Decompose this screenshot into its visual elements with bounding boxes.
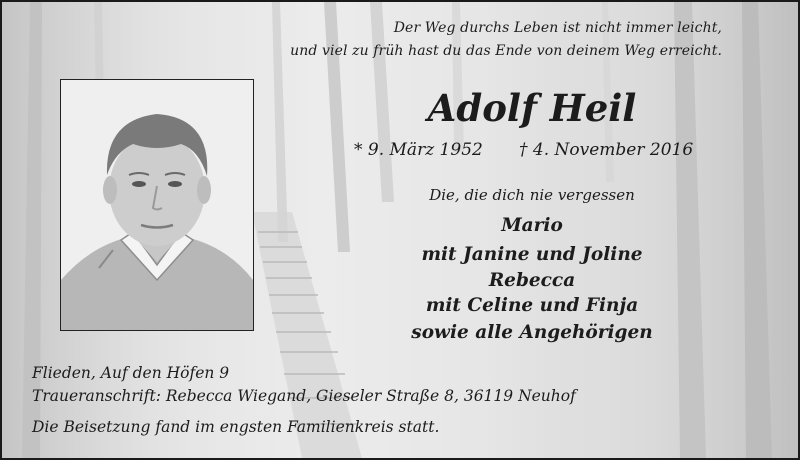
mourner-line: sowie alle Angehörigen xyxy=(411,322,653,343)
mourner-line: mit Janine und Joline xyxy=(421,244,643,265)
death-date: † 4. November 2016 xyxy=(519,140,694,160)
portrait-photo xyxy=(60,79,254,331)
mourner-line: mit Celine und Finja xyxy=(425,295,639,316)
birth-date: * 9. März 1952 xyxy=(354,140,483,160)
motto-line-1: Der Weg durchs Leben ist nicht immer leicht, xyxy=(393,20,722,36)
motto-line-2: und viel zu früh hast du das Ende von deinem Weg erreicht. xyxy=(290,43,722,59)
mourning-address: Traueranschrift: Rebecca Wiegand, Gieseler Straße 8, 36119 Neuhof xyxy=(32,387,576,405)
mourners-intro: Die, die dich nie vergessen xyxy=(429,186,635,204)
mourner-line: Mario xyxy=(501,215,563,236)
residence-address: Flieden, Auf den Höfen 9 xyxy=(32,364,230,382)
mourner-line: Rebecca xyxy=(488,270,576,291)
burial-note: Die Beisetzung fand im engsten Familienkreis statt. xyxy=(32,418,440,436)
deceased-name: Adolf Heil xyxy=(427,86,637,130)
